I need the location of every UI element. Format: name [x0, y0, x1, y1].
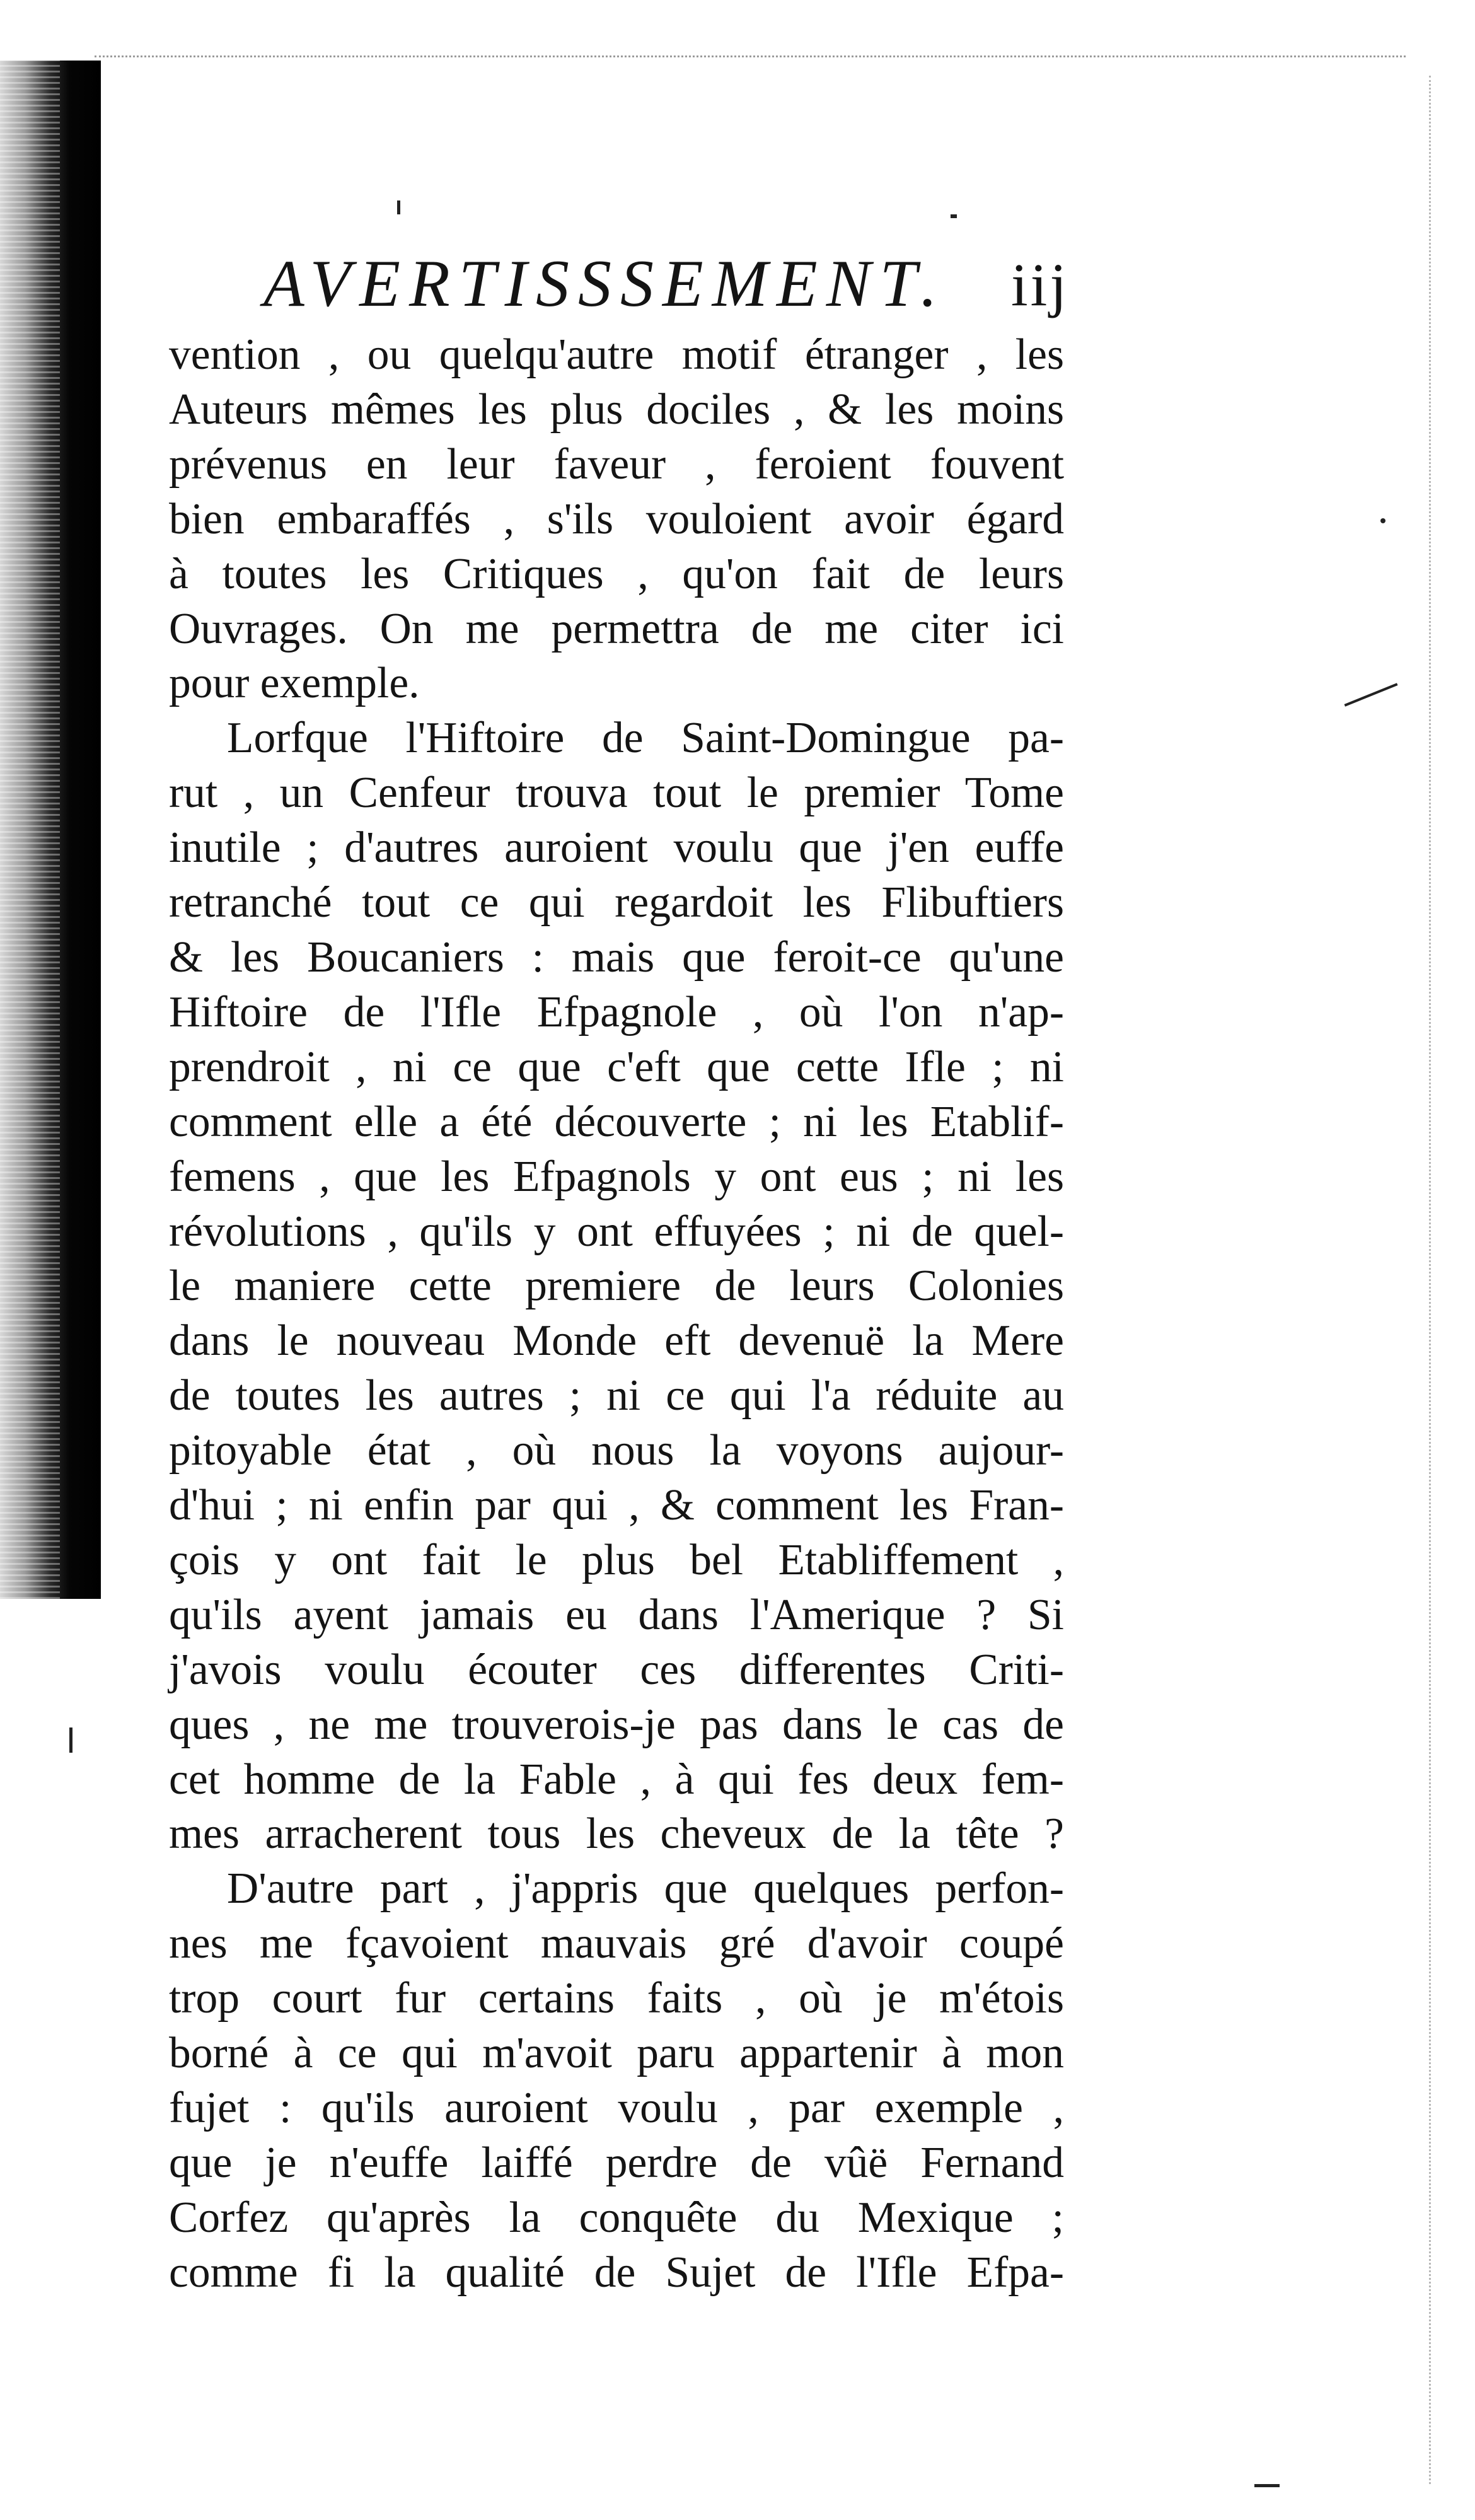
text-line: bien embaraffés , s'ils vouloient avoir égard	[169, 494, 1064, 543]
text-line: pour exemple.	[169, 659, 420, 708]
scan-speck	[69, 1727, 72, 1753]
page-number: iij	[1010, 251, 1069, 318]
text-line: Hiftoire de l'Ifle Efpagnole , où l'on n'ap-	[169, 987, 1064, 1036]
text-line: Corfez qu'après la conquête du Mexique ;	[169, 2193, 1064, 2242]
text-line: rut , un Cenfeur trouva tout le premier Tome	[169, 769, 1064, 818]
text-line: mes arracherent tous les cheveux de la tête ?	[169, 1809, 1064, 1859]
text-line: pitoyable état , où nous la voyons aujour-	[169, 1426, 1064, 1475]
text-line: cet homme de la Fable , à qui fes deux fem-	[169, 1755, 1064, 1804]
paragraph	[169, 328, 1064, 711]
paragraph	[169, 1862, 1064, 2300]
page-content	[169, 246, 1069, 2301]
text-line: qu'ils ayent jamais eu dans l'Amerique ? Si	[169, 1590, 1064, 1639]
text-line: prendroit , ni ce que c'eft que cette Ifle ; ni	[169, 1042, 1064, 1091]
text-line: prévenus en leur faveur , feroient fouvent	[169, 439, 1064, 489]
paragraph	[169, 711, 1064, 1862]
page-header	[169, 246, 1069, 328]
text-line: femens , que les Efpagnols y ont eus ; ni les	[169, 1152, 1064, 1201]
text-line: borné à ce qui m'avoit paru appartenir à mon	[169, 2029, 1064, 2078]
text-line: çois y ont fait le plus bel Etabliffement ,	[169, 1535, 1064, 1584]
text-line: nes me fçavoient mauvais gré d'avoir coupé	[169, 1919, 1064, 1968]
scan-speck	[397, 200, 400, 214]
text-line: d'hui ; ni enfin par qui , & comment les Fran-	[169, 1481, 1064, 1530]
text-line: Auteurs mêmes les plus dociles , & les moins	[169, 385, 1064, 434]
text-line: dans le nouveau Monde eft devenuë la Mere	[169, 1316, 1064, 1366]
text-line: trop court fur certains faits , où je m'étois	[169, 1974, 1064, 2023]
scan-speck	[1380, 518, 1385, 523]
body-text	[169, 328, 1064, 2301]
text-line: comment elle a été découverte ; ni les Etablif-	[169, 1097, 1064, 1146]
text-line: retranché tout ce qui regardoit les Flibuftiers	[169, 878, 1064, 927]
text-line: révolutions , qu'ils y ont effuyées ; ni de quel-	[169, 1207, 1064, 1256]
scan-speck	[1254, 2484, 1280, 2487]
text-line: que je n'euffe laiffé perdre de vûë Fernand	[169, 2138, 1064, 2187]
page-right-edge	[1425, 76, 1431, 2484]
text-line: j'avois voulu écouter ces differentes Criti-	[169, 1645, 1064, 1694]
text-line: & les Boucaniers : mais que feroit-ce qu'une	[169, 932, 1064, 982]
text-line: le maniere cette premiere de leurs Colonies	[169, 1262, 1064, 1311]
text-line: inutile ; d'autres auroient voulu que j'en euffe	[169, 823, 1064, 873]
scan-speck	[951, 214, 957, 218]
text-line: de toutes les autres ; ni ce qui l'a réduite au	[169, 1371, 1064, 1420]
text-line: comme fi la qualité de Sujet de l'Ifle Efpa-	[169, 2248, 1064, 2297]
text-line: ques , ne me trouverois-je pas dans le cas de	[169, 1700, 1064, 1749]
text-line: D'autre part , j'appris que quelques perfon-	[227, 1864, 1064, 1913]
text-line: fujet : qu'ils auroient voulu , par exemple ,	[169, 2084, 1064, 2132]
scan-speck	[1345, 683, 1398, 706]
text-line: à toutes les Critiques , qu'on fait de leurs	[169, 549, 1064, 598]
binding-gutter-texture	[0, 61, 60, 1599]
page-top-edge	[95, 55, 1406, 61]
text-line: Ouvrages. On me permettra de me citer ici	[169, 604, 1064, 653]
text-line: Lorfque l'Hiftoire de Saint-Domingue pa-	[227, 714, 1064, 763]
text-line: vention , ou quelqu'autre motif étranger , les	[169, 330, 1064, 379]
running-title: AVERTISSSEMENT.	[263, 247, 947, 320]
